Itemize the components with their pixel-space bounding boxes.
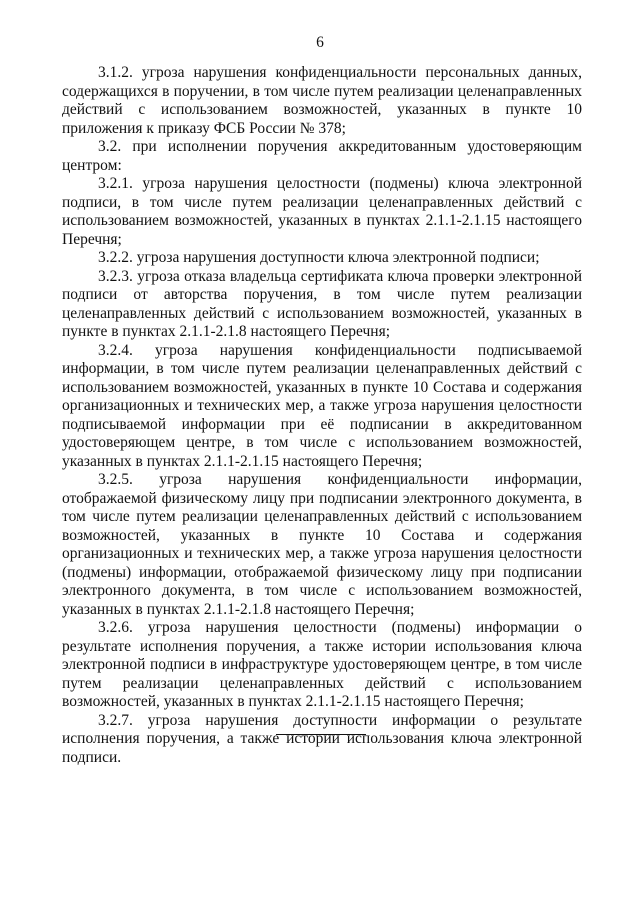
paragraph-3-2-3: 3.2.3. угроза отказа владельца сертификата ключа проверки электронной подписи от авторства поручения, в том числе путем реализации целенаправленных действий с использованием возможностей, указанных в пункте в пунктах 2.1.1-2.1.8 настоящего Перечня; xyxy=(62,267,582,340)
paragraph-3-2-4: 3.2.4. угроза нарушения конфиденциальности подписываемой информации, в том числе путем реализации целенаправленных действий с использованием возможностей, указанных в пункте 10 Состава и содержания организационных и технических мер, а также угроза нарушения целостности подписываемой информации при её подписании в аккредитованном удостоверяющем центре, в том числе с использованием возможностей, указанных в пунктах 2.1.1-2.1.15 настоящего Перечня; xyxy=(62,341,582,470)
paragraph-3-1-2: 3.1.2. угроза нарушения конфиденциальности персональных данных, содержащихся в поручении, в том числе путем реализации целенаправленных действий с использованием возможностей, указанных в пункте 10 приложения к приказу ФСБ России № 378; xyxy=(62,64,582,137)
paragraph-3-2-2: 3.2.2. угроза нарушения доступности ключа электронной подписи; xyxy=(98,249,540,266)
paragraph-3-2-7: 3.2.7. угроза нарушения доступности информации о результате исполнения поручения, а также истории использования ключа электронной подписи. xyxy=(62,711,582,766)
end-divider-line xyxy=(276,734,366,735)
paragraph-3-2-6: 3.2.6. угроза нарушения целостности (подмены) информации о результате исполнения поручения, а также истории использования ключа электронной подписи в инфраструктуре удостоверяющем центре, в том числе путем реализации целенаправленных действий с использованием возможностей, указанных в пунктах 2.1.1-2.1.15 настоящего Перечня; xyxy=(62,619,582,710)
paragraph-3-2-1: 3.2.1. угроза нарушения целостности (подмены) ключа электронной подписи, в том числе путем реализации целенаправленных действий с использованием возможностей, указанных в пунктах 2.1.1-2.1.15 настоящего Перечня; xyxy=(62,175,582,248)
paragraph-3-2-5: 3.2.5. угроза нарушения конфиденциальности информации, отображаемой физическому лицу при подписании электронного документа, в том числе путем реализации целенаправленных действий с использованием возможностей, указанных в пункте 10 Состава и содержания организационных и технических мер, а также угроза нарушения целостности (подмены) информации, отображаемой физическому лицу при подписании электронного документа, в том числе с использованием возможностей, указанных в пунктах 2.1.1-2.1.8 настоящего Перечня; xyxy=(62,471,582,618)
page-number: 6 xyxy=(316,34,324,51)
document-body xyxy=(62,64,582,767)
paragraph-3-2: 3.2. при исполнении поручения аккредитованным удостоверяющим центром: xyxy=(62,138,582,174)
